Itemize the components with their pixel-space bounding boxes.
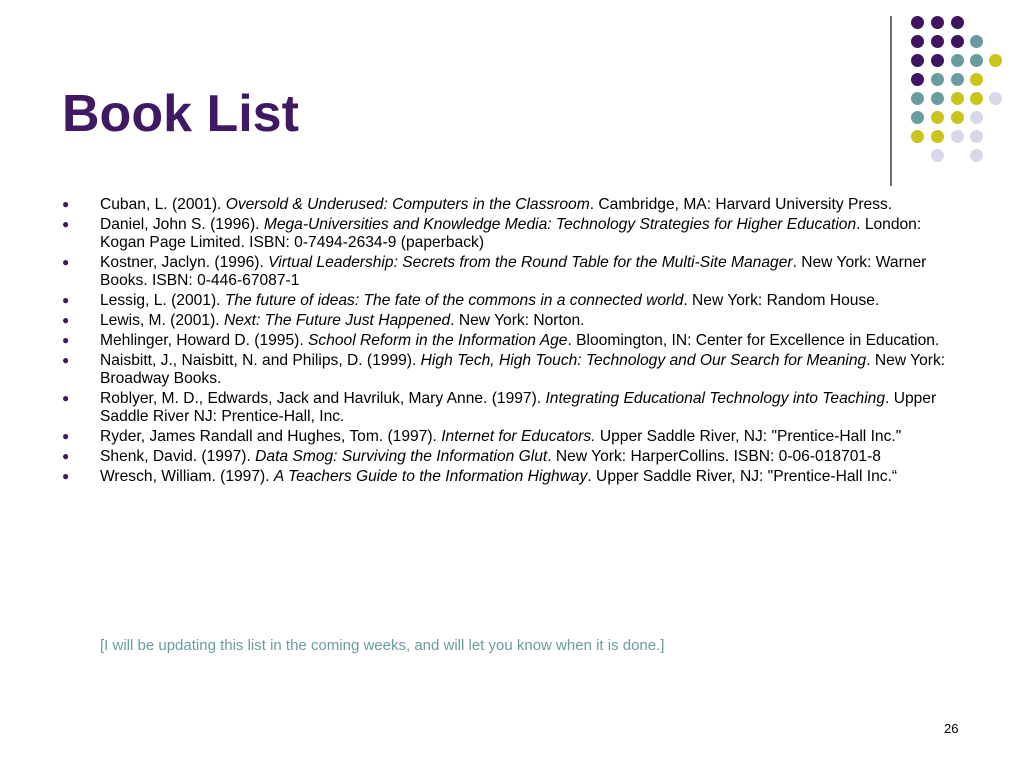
decorative-dot — [970, 92, 983, 105]
book-item — [62, 448, 962, 466]
book-item — [62, 352, 962, 388]
book-title: Data Smog: Surviving the Information Glut — [255, 448, 548, 466]
book-citation-text: . New York: Broadway Books. — [100, 352, 946, 387]
decorative-dot — [911, 111, 924, 124]
decorative-dot — [970, 54, 983, 67]
book-citation-text: Mehlinger, Howard D. (1995). — [100, 332, 309, 350]
decorative-dot — [911, 73, 924, 86]
decorative-dot — [951, 111, 964, 124]
vertical-divider — [890, 16, 892, 186]
bullet-dot: ● — [62, 469, 70, 484]
book-item — [62, 196, 962, 214]
book-title: Virtual Leadership: Secrets from the Round Table for the Multi-Site Manager — [268, 253, 793, 271]
decorative-dot — [911, 54, 924, 67]
book-item — [62, 332, 962, 350]
decorative-dot — [951, 35, 964, 48]
book-citation-text: Lewis, M. (2001). — [100, 311, 224, 329]
book-item — [62, 468, 962, 486]
decorative-dot — [951, 16, 964, 29]
decorative-dot — [911, 35, 924, 48]
bullet-dot: ● — [62, 333, 70, 348]
book-title: Integrating Educational Technology into Teaching — [545, 390, 886, 408]
decorative-dot — [931, 149, 944, 162]
decorative-dot — [951, 92, 964, 105]
book-citation-text: Ryder, James Randall and Hughes, Tom. (1997). — [100, 427, 442, 445]
book-citation-text: Kostner, Jaclyn. (1996). — [100, 253, 269, 271]
book-citation-text: Shenk, David. (1997). — [100, 448, 256, 466]
bullet-dot: ● — [62, 292, 70, 307]
bullet-dot: ● — [62, 197, 70, 211]
decorative-dot — [989, 92, 1002, 105]
bullet-dot: ● — [62, 449, 70, 464]
decorative-dot — [931, 130, 944, 143]
book-item — [62, 216, 962, 252]
book-title: Oversold & Underused: Computers in the Classroom — [225, 196, 590, 213]
decorative-dot — [931, 111, 944, 124]
decorative-dot — [970, 130, 983, 143]
book-citation-text: . New York: Warner Books. ISBN: 0-446-67087-1 — [100, 253, 927, 289]
decorative-dot — [951, 73, 964, 86]
decorative-dot — [931, 16, 944, 29]
book-citation-text: Upper Saddle River, NJ: "Prentice-Hall Inc." — [595, 427, 902, 445]
book-citation-text: Cuban, L. (2001). — [100, 196, 226, 213]
book-citation-text: . Upper Saddle River, NJ: "Prentice-Hall Inc.“ — [587, 468, 898, 486]
decorative-dot — [911, 130, 924, 143]
bullet-dot: ● — [62, 428, 70, 443]
decorative-dot — [931, 35, 944, 48]
bullet-dot: ● — [62, 217, 70, 232]
slide-number: 26 — [944, 721, 959, 736]
book-citation-text: Naisbitt, J., Naisbitt, N. and Philips, D. (1999). — [100, 352, 421, 370]
book-item — [62, 254, 962, 290]
book-citation-text: . New York: Norton. — [450, 311, 585, 329]
decorative-dot — [951, 54, 964, 67]
book-item — [62, 312, 962, 330]
book-citation-text: Wresch, William. (1997). — [100, 468, 274, 486]
book-citation-text: . Bloomington, IN: Center for Excellence in Education. — [567, 332, 940, 350]
book-title: Internet for Educators. — [441, 427, 596, 445]
book-citation-text: Daniel, John S. (1996). — [100, 216, 264, 234]
book-title: The future of ideas: The fate of the commons in a connected world — [224, 291, 684, 309]
decorative-dot — [931, 54, 944, 67]
book-citation-text: Lessig, L. (2001). — [100, 291, 225, 309]
decorative-dot — [989, 54, 1002, 67]
book-item — [62, 428, 962, 446]
decorative-dot — [931, 92, 944, 105]
book-list — [62, 196, 962, 488]
book-item — [62, 390, 962, 426]
book-title: Next: The Future Just Happened — [223, 311, 451, 329]
book-citation-text: . Cambridge, MA: Harvard University Press. — [589, 196, 893, 213]
book-item — [62, 292, 962, 310]
bullet-dot: ● — [62, 312, 70, 327]
decorative-dot — [970, 111, 983, 124]
bullet-dot: ● — [62, 254, 70, 269]
slide-title: Book List — [62, 85, 299, 143]
book-title: School Reform in the Information Age — [308, 332, 568, 350]
book-citation-text: . Upper Saddle River NJ: Prentice-Hall, Inc. — [100, 390, 937, 425]
book-title: Mega-Universities and Knowledge Media: Technology Strategies for Higher Education — [263, 216, 857, 234]
bullet-dot: ● — [62, 391, 70, 406]
book-citation-text: . New York: Random House. — [683, 291, 880, 309]
decorative-dot — [931, 73, 944, 86]
decorative-dot — [970, 149, 983, 162]
book-title: A Teachers Guide to the Information Highway — [273, 468, 588, 486]
update-note: [I will be updating this list in the coming weeks, and will let you know when it is done.] — [100, 637, 665, 654]
book-citation-text: . New York: HarperCollins. ISBN: 0-06-018701-8 — [547, 448, 881, 466]
book-citation-text: . London: Kogan Page Limited. ISBN: 0-7494-2634-9 (paperback) — [100, 216, 922, 251]
decorative-dot — [970, 73, 983, 86]
book-citation-text: Roblyer, M. D., Edwards, Jack and Havriluk, Mary Anne. (1997). — [100, 390, 546, 408]
bullet-dot: ● — [62, 353, 70, 368]
decorative-dot — [970, 35, 983, 48]
decorative-dot — [911, 16, 924, 29]
decorative-dot — [911, 92, 924, 105]
decorative-dot — [951, 130, 964, 143]
book-title: High Tech, High Touch: Technology and Our Search for Meaning — [420, 352, 867, 370]
